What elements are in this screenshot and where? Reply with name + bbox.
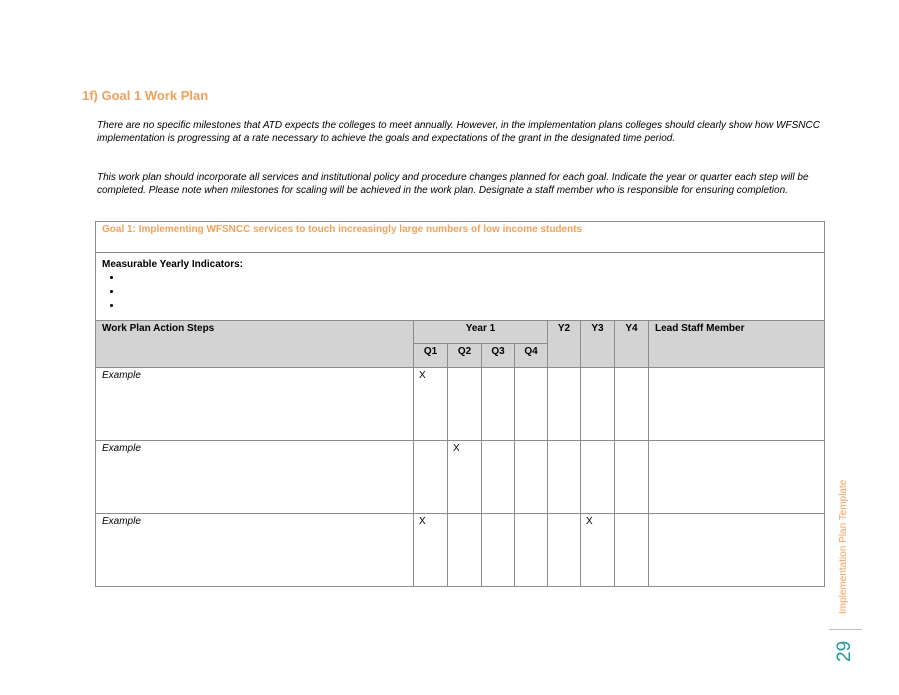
- q3-mark: [482, 441, 514, 443]
- step-cell[interactable]: [96, 368, 414, 441]
- staff-cell[interactable]: [649, 368, 825, 441]
- q1-mark: X: [419, 370, 426, 381]
- table-row: [96, 514, 825, 587]
- q2-mark: X: [453, 443, 460, 454]
- y3-mark: [581, 368, 614, 370]
- intro-paragraph-1: There are no specific milestones that ATD expects the colleges to meet annually. However, in the implementation plans colleges should clearly show how WFSNCC implementation is progressing at a rate necessary to achieve the goals and expectations of the grant in the designated time period.: [97, 120, 820, 144]
- y2-cell[interactable]: [548, 514, 581, 587]
- q2-mark: [448, 368, 481, 370]
- staff-text: [649, 441, 824, 443]
- q2-cell[interactable]: [448, 441, 482, 514]
- page-number: 29: [834, 640, 855, 662]
- y4-mark: [615, 441, 648, 443]
- indicator-item[interactable]: [122, 271, 824, 285]
- side-template-label: Implementation Plan Template: [838, 479, 849, 614]
- header-lead-staff-label: Lead Staff Member: [655, 323, 745, 334]
- section-title: 1f) Goal 1 Work Plan: [82, 88, 209, 103]
- q4-cell[interactable]: [515, 441, 548, 514]
- step-cell[interactable]: [96, 514, 414, 587]
- step-cell[interactable]: [96, 441, 414, 514]
- q1-mark: X: [419, 516, 426, 527]
- intro-paragraph-2: This work plan should incorporate all services and institutional policy and procedure changes planned for each goal. Indicate the year or quarter each step will be completed. Please note when milestones for scaling will be achieved in the work plan. Designate a staff member who is responsible for ensuring completion.: [97, 172, 809, 196]
- y2-mark: [548, 514, 580, 516]
- y2-cell[interactable]: [548, 368, 581, 441]
- q2-cell[interactable]: [448, 514, 482, 587]
- q4-mark: [515, 368, 547, 370]
- indicator-item[interactable]: [122, 299, 824, 313]
- header-q1: [414, 344, 448, 368]
- q1-cell[interactable]: [414, 368, 448, 441]
- q3-mark: [482, 514, 514, 516]
- q2-cell[interactable]: [448, 368, 482, 441]
- header-y3-label: Y3: [591, 323, 604, 334]
- header-lead-staff: [649, 321, 825, 368]
- q4-cell[interactable]: [515, 514, 548, 587]
- goal-title: Goal 1: Implementing WFSNCC services to touch increasingly large numbers of low income students: [102, 224, 583, 235]
- header-y3: [581, 321, 615, 368]
- header-q1-label: Q1: [423, 346, 438, 357]
- header-y4-label: Y4: [625, 323, 638, 334]
- header-year-1-label: Year 1: [465, 323, 496, 334]
- q3-cell[interactable]: [482, 514, 515, 587]
- header-y2-label: Y2: [557, 323, 571, 334]
- q1-mark: [414, 441, 447, 443]
- q4-cell[interactable]: [515, 368, 548, 441]
- y2-mark: [548, 441, 580, 443]
- staff-cell[interactable]: [649, 514, 825, 587]
- q1-cell[interactable]: [414, 441, 448, 514]
- staff-text: [649, 368, 824, 370]
- header-q4: [515, 344, 548, 368]
- header-q4-label: Q4: [524, 346, 538, 357]
- q3-mark: [482, 368, 514, 370]
- y2-cell[interactable]: [548, 441, 581, 514]
- header-action-steps-label: Work Plan Action Steps: [102, 323, 215, 334]
- q4-mark: [515, 514, 547, 516]
- step-text: Example: [102, 370, 141, 381]
- staff-cell[interactable]: [649, 441, 825, 514]
- y4-cell[interactable]: [615, 514, 649, 587]
- header-q3-label: Q3: [491, 346, 505, 357]
- y2-mark: [548, 368, 580, 370]
- header-q2-label: Q2: [457, 346, 472, 357]
- header-y4: [615, 321, 649, 368]
- staff-text: [649, 514, 824, 516]
- y3-mark: [581, 441, 614, 443]
- table-row: [96, 441, 825, 514]
- y3-mark: X: [586, 516, 593, 527]
- header-q2: [448, 344, 482, 368]
- header-q3: [482, 344, 515, 368]
- indicators-label: Measurable Yearly Indicators:: [102, 259, 243, 270]
- indicators-cell[interactable]: [96, 253, 825, 321]
- work-plan-table: [95, 221, 825, 587]
- y3-cell[interactable]: [581, 441, 615, 514]
- side-divider: [829, 629, 862, 630]
- goal-cell: [96, 222, 825, 253]
- q2-mark: [448, 514, 481, 516]
- header-action-steps: [96, 321, 414, 368]
- y4-mark: [615, 514, 648, 516]
- y4-cell[interactable]: [615, 368, 649, 441]
- y3-cell[interactable]: [581, 514, 615, 587]
- y4-cell[interactable]: [615, 441, 649, 514]
- q3-cell[interactable]: [482, 441, 515, 514]
- step-text: Example: [102, 443, 141, 454]
- header-year-1: [414, 321, 548, 344]
- y3-cell[interactable]: [581, 368, 615, 441]
- q1-cell[interactable]: [414, 514, 448, 587]
- indicator-item[interactable]: [122, 285, 824, 299]
- header-y2: [548, 321, 581, 368]
- q4-mark: [515, 441, 547, 443]
- y4-mark: [615, 368, 648, 370]
- q3-cell[interactable]: [482, 368, 515, 441]
- indicators-list: [96, 271, 824, 313]
- table-row: [96, 368, 825, 441]
- step-text: Example: [102, 516, 141, 527]
